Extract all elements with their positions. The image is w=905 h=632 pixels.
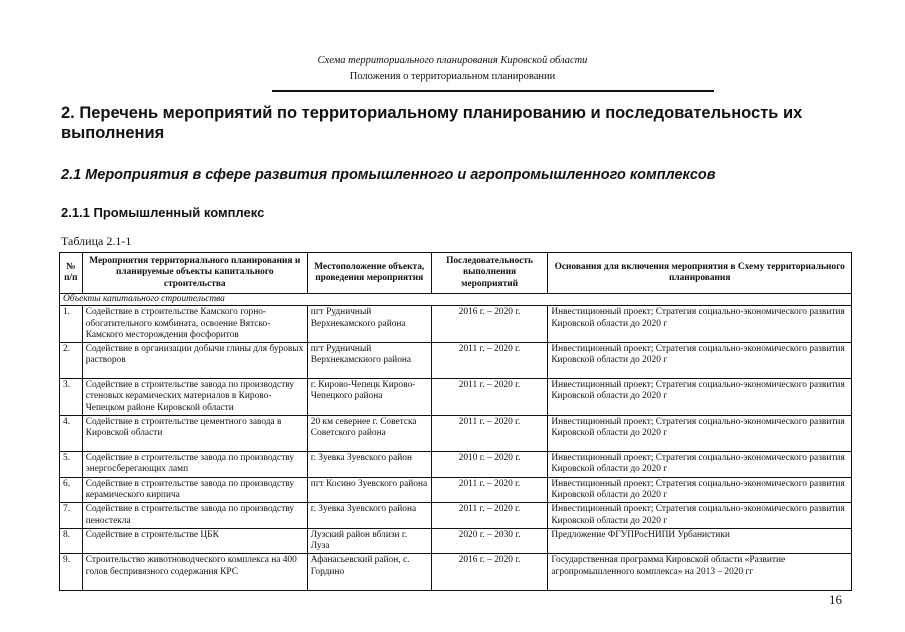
cell-num: 5.: [60, 452, 83, 478]
section-label: Объекты капитального строительства: [60, 294, 852, 306]
header-sequence: Последовательность выполнения мероприятий: [431, 253, 548, 294]
table-row: [60, 306, 852, 343]
table-row: [60, 379, 852, 416]
cell-activity: Содействие в строительстве завода по производству керамического кирпича: [82, 477, 307, 503]
cell-location: пгт Косино Зуевского района: [307, 477, 431, 503]
cell-location: г. Зуевка Зуевского района: [307, 503, 431, 529]
cell-basis: Инвестиционный проект; Стратегия социально-экономического развития Кировской области до 2020 г: [548, 503, 852, 529]
cell-activity: Содействие в строительстве Камского горно-обогатительного комбината, освоение Вятско-Камского месторождения фосфоритов: [82, 306, 307, 343]
subsection-heading: 2.1 Мероприятия в сфере развития промышленного и агропромышленного комплексов: [61, 167, 716, 183]
cell-num: 7.: [60, 503, 83, 529]
running-header-title: Схема территориального планирования Кировской области: [317, 55, 588, 66]
table-row: [60, 452, 852, 478]
table-section-row: [60, 294, 852, 306]
cell-basis: Инвестиционный проект; Стратегия социально-экономического развития Кировской области до 2020 г: [548, 379, 852, 416]
cell-activity: Содействие в строительстве завода по производству энергосберегающих ламп: [82, 452, 307, 478]
cell-basis: Инвестиционный проект; Стратегия социально-экономического развития Кировской области до 2020 г: [548, 343, 852, 379]
cell-activity: Содействие в строительстве цементного завода в Кировской области: [82, 416, 307, 452]
cell-period: 2011 г. – 2020 г.: [431, 416, 548, 452]
table-row: [60, 343, 852, 379]
cell-period: 2011 г. – 2020 г.: [431, 503, 548, 529]
cell-activity: Содействие в строительстве ЦБК: [82, 528, 307, 554]
cell-period: 2016 г. – 2020 г.: [431, 554, 548, 591]
cell-period: 2011 г. – 2020 г.: [431, 477, 548, 503]
cell-activity: Содействие в строительстве завода по производству стеновых керамических материалов в Кирово-Чепецком районе Кировской области: [82, 379, 307, 416]
cell-activity: Строительство животноводческого комплекса на 400 голов беспривязного содержания КРС: [82, 554, 307, 591]
subsubsection-heading: 2.1.1 Промышленный комплекс: [61, 205, 265, 220]
running-header-subtitle: Положения о территориальном планировании: [349, 71, 556, 82]
cell-basis: Государственная программа Кировской области «Развитие агропромышленного комплекса» на 2013 – 2020 гг: [548, 554, 852, 591]
cell-location: г. Кирово-Чепецк Кирово-Чепецкого района: [307, 379, 431, 416]
header-rule: [272, 90, 714, 92]
cell-period: 2011 г. – 2020 г.: [431, 343, 548, 379]
cell-basis: Инвестиционный проект; Стратегия социально-экономического развития Кировской области до 2020 г: [548, 416, 852, 452]
table-header-row: [60, 253, 852, 294]
table-row: [60, 554, 852, 591]
table-caption: Таблица 2.1-1: [61, 234, 132, 248]
table-row: [60, 503, 852, 529]
header-activity: Мероприятия территориального планирования и планируемые объекты капитального строительства: [82, 253, 307, 294]
cell-period: 2010 г. – 2020 г.: [431, 452, 548, 478]
cell-location: пгт Рудничный Верхнекамскиого района: [307, 343, 431, 379]
cell-location: 20 км севернее г. Советска Советского района: [307, 416, 431, 452]
cell-num: 8.: [60, 528, 83, 554]
cell-num: 1.: [60, 306, 83, 343]
table-row: [60, 477, 852, 503]
section-heading: 2. Перечень мероприятий по территориальному планированию и последовательность их выполнения: [61, 104, 803, 142]
header-location: Местоположение объекта, проведения мероприятия: [307, 253, 431, 294]
cell-period: 2011 г. – 2020 г.: [431, 379, 548, 416]
header-basis: Основания для включения мероприятия в Схему территориального планирования: [548, 253, 852, 294]
cell-activity: Содействие в организации добычи глины для буровых растворов: [82, 343, 307, 379]
cell-num: 6.: [60, 477, 83, 503]
cell-basis: Предложение ФГУПРосНИПИ Урбанистики: [548, 528, 852, 554]
header-num: № п/п: [60, 253, 83, 294]
table-row: [60, 416, 852, 452]
cell-basis: Инвестиционный проект; Стратегия социально-экономического развития Кировской области до 2020 г: [548, 452, 852, 478]
activities-table: [59, 252, 852, 591]
cell-period: 2016 г. – 2020 г.: [431, 306, 548, 343]
cell-num: 3.: [60, 379, 83, 416]
cell-basis: Инвестиционный проект; Стратегия социально-экономического развития Кировской области до 2020 г: [548, 477, 852, 503]
cell-location: г. Зуевка Зуевского район: [307, 452, 431, 478]
page-number: 16: [829, 592, 842, 607]
cell-location: пгт Рудничный Верхнекамского района: [307, 306, 431, 343]
table-row: [60, 528, 852, 554]
cell-period: 2020 г. – 2030 г.: [431, 528, 548, 554]
cell-location: Афанасьевский район, с. Гордино: [307, 554, 431, 591]
cell-basis: Инвестиционный проект; Стратегия социально-экономического развития Кировской области до 2020 г: [548, 306, 852, 343]
cell-location: Лузский район вблизи г. Луза: [307, 528, 431, 554]
cell-num: 2.: [60, 343, 83, 379]
cell-activity: Содействие в строительстве завода по производству пеностекла: [82, 503, 307, 529]
cell-num: 4.: [60, 416, 83, 452]
cell-num: 9.: [60, 554, 83, 591]
